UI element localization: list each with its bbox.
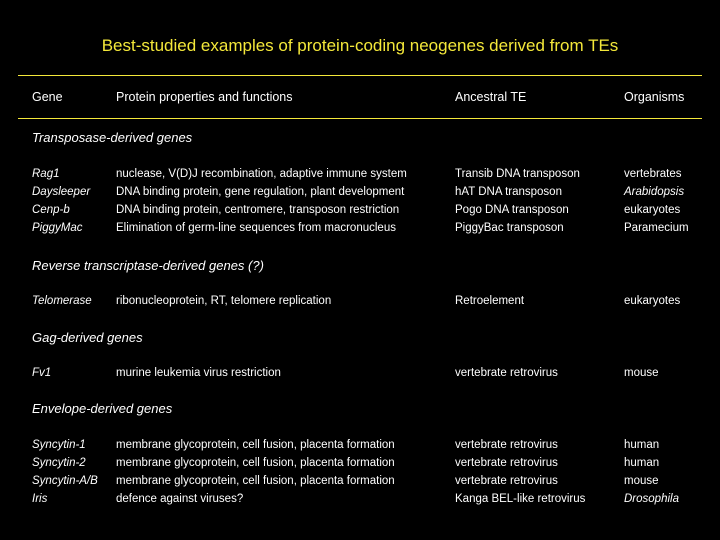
header-protein: Protein properties and functions bbox=[116, 90, 293, 104]
protein-column-envelope bbox=[116, 436, 395, 508]
table-cell-organism: vertebrates bbox=[624, 168, 682, 180]
table-cell-ancestral: vertebrate retrovirus bbox=[455, 367, 558, 379]
table-cell-organism: human bbox=[624, 439, 660, 451]
table-cell-protein: membrane glycoprotein, cell fusion, placenta formation bbox=[116, 475, 395, 487]
table-cell-gene: Cenp-b bbox=[32, 204, 70, 216]
table-cell-ancestral: PiggyBac transposon bbox=[455, 222, 564, 234]
table-cell-organism: eukaryotes bbox=[624, 295, 681, 307]
table-cell-ancestral: hAT DNA transposon bbox=[455, 186, 562, 198]
table-cell-protein: membrane glycoprotein, cell fusion, placenta formation bbox=[116, 457, 395, 469]
table-cell-organism: human bbox=[624, 457, 660, 469]
table-cell-ancestral: Retroelement bbox=[455, 295, 525, 307]
table-cell-organism: mouse bbox=[624, 367, 659, 379]
table-cell-ancestral: vertebrate retrovirus bbox=[455, 457, 558, 469]
table-cell-ancestral: Transib DNA transposon bbox=[455, 168, 580, 180]
section-title-gag: Gag-derived genes bbox=[32, 330, 143, 345]
table-cell-protein: nuclease, V(D)J recombination, adaptive immune system bbox=[116, 168, 407, 180]
section-title-envelope: Envelope-derived genes bbox=[32, 401, 173, 416]
table-cell-gene: Syncytin-2 bbox=[32, 457, 86, 469]
table-cell-gene: Syncytin-A/B bbox=[32, 475, 98, 487]
header-organisms: Organisms bbox=[624, 90, 685, 104]
table-cell-protein: defence against viruses? bbox=[116, 493, 244, 505]
table-cell-gene: Syncytin-1 bbox=[32, 439, 86, 451]
table-cell-organism: Arabidopsis bbox=[624, 186, 685, 198]
organism-column-transposase bbox=[624, 165, 689, 237]
table-cell-protein: murine leukemia virus restriction bbox=[116, 367, 281, 379]
ancestral-column-envelope bbox=[455, 436, 585, 508]
gene-column-transposase bbox=[32, 165, 90, 237]
table-cell-ancestral: Pogo DNA transposon bbox=[455, 204, 569, 216]
protein-column-transposase bbox=[116, 165, 407, 237]
table-cell-gene: Rag1 bbox=[32, 168, 60, 180]
table-cell-gene: Daysleeper bbox=[32, 186, 91, 198]
section-title-reverse-transcriptase: Reverse transcriptase-derived genes (?) bbox=[32, 258, 264, 273]
table-cell-ancestral: vertebrate retrovirus bbox=[455, 475, 558, 487]
header-ancestral-te: Ancestral TE bbox=[455, 90, 527, 104]
table-cell-protein: ribonucleoprotein, RT, telomere replication bbox=[116, 295, 332, 307]
table-cell-gene: Iris bbox=[32, 493, 48, 505]
table-cell-ancestral: vertebrate retrovirus bbox=[455, 439, 558, 451]
table-cell-ancestral: Kanga BEL-like retrovirus bbox=[455, 493, 586, 505]
gene-column-envelope bbox=[32, 436, 98, 508]
table-cell-gene: Telomerase bbox=[32, 295, 92, 307]
organism-column-envelope bbox=[624, 436, 679, 508]
page-title: Best-studied examples of protein-coding neogenes derived from TEs bbox=[101, 36, 619, 55]
header-top-rule bbox=[18, 75, 702, 76]
ancestral-column-transposase bbox=[455, 165, 580, 237]
header-gene: Gene bbox=[32, 90, 63, 104]
table-cell-organism: eukaryotes bbox=[624, 204, 681, 216]
header-bottom-rule bbox=[18, 118, 702, 119]
table-cell-organism: Drosophila bbox=[624, 493, 679, 505]
table-cell-gene: PiggyMac bbox=[32, 222, 83, 234]
table-cell-organism: Paramecium bbox=[624, 222, 689, 234]
table-cell-gene: Fv1 bbox=[32, 367, 52, 379]
table-cell-organism: mouse bbox=[624, 475, 659, 487]
table-cell-protein: Elimination of germ-line sequences from macronucleus bbox=[116, 222, 396, 234]
table-cell-protein: membrane glycoprotein, cell fusion, placenta formation bbox=[116, 439, 395, 451]
table-cell-protein: DNA binding protein, centromere, transposon restriction bbox=[116, 204, 400, 216]
table-cell-protein: DNA binding protein, gene regulation, plant development bbox=[116, 186, 405, 198]
section-title-transposase: Transposase-derived genes bbox=[32, 130, 193, 145]
